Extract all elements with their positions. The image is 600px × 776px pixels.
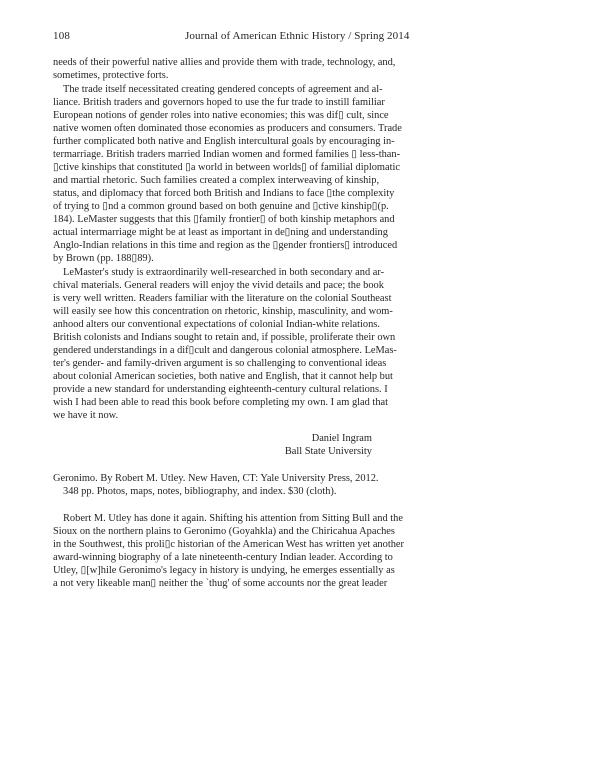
text-line: by Brown (pp. 188▯89). (53, 253, 154, 264)
text-line: Utley, ▯[w]hile Geronimo's legacy in history is undying, he emerges essentially as (53, 565, 395, 576)
text-line: 184). LeMaster suggests that this ▯family frontier▯ of both kinship metaphors and (53, 214, 395, 225)
text-line: needs of their powerful native allies and provide them with trade, technology, and, (53, 57, 396, 68)
text-line: about colonial American societies, both native and English, that it cannot help but (53, 371, 393, 382)
text-line: anhood alters our conventional expectations of colonial Indian-white relations. (53, 319, 380, 330)
text-line: actual intermarriage might be at least as important in de▯ning and understanding (53, 227, 388, 238)
text-line: Sioux on the northern plains to Geronimo (Goyahkla) and the Chiricahua Apaches (53, 526, 395, 537)
text-line: in the Southwest, this proli▯c historian of the American West has written yet another (53, 539, 404, 550)
book-citation: Geronimo. By Robert M. Utley. New Haven, CT: Yale University Press, 2012. (53, 473, 379, 484)
text-line: provide a new standard for understanding eighteenth-century cultural relations. I (53, 384, 388, 395)
text-line: is very well written. Readers familiar with the literature on the colonial Southeast (53, 293, 392, 304)
text-line: Anglo-Indian relations in this time and region as the ▯gender frontiers▯ introduced (53, 240, 398, 251)
text-line: chival materials. General readers will enjoy the vivid details and pace; the book (53, 280, 384, 291)
text-line: The trade itself necessitated creating gendered concepts of agreement and al- (63, 84, 383, 95)
text-line: native women often dominated those economies as producers and consumers. Trade (53, 123, 402, 134)
text-line: ▯ctive kinships that constituted ▯a world in between worlds▯ of familial diplomatic (53, 162, 400, 173)
text-line: wish I had been able to read this book before completing my own. I am glad that (53, 397, 389, 408)
reviewer-affiliation: Ball State University (284, 446, 372, 457)
text-line: award-winning biography of a late nineteenth-century Indian leader. According to (53, 552, 393, 563)
text-line: liance. British traders and governors hoped to use the fur trade to instill familiar (53, 97, 385, 108)
text-line: LeMaster's study is extraordinarily well-researched in both secondary and ar- (63, 267, 385, 278)
text-line: will easily see how this concentration on rhetoric, kinship, masculinity, and wom- (53, 306, 393, 317)
text-line: British colonists and Indians sought to retain and, if possible, proliferate their own (53, 332, 396, 343)
text-line: gendered understandings in a dif▯cult and dangerous colonial atmosphere. LeMas- (53, 345, 397, 356)
text-line: status, and diplomacy that forced both British and Indians to face ▯the complexity (53, 188, 395, 199)
text-line: sometimes, protective forts. (53, 70, 169, 81)
text-line: ter's gender- and family-driven argument is so challenging to conventional ideas (53, 358, 387, 369)
reviewer-name: Daniel Ingram (311, 433, 372, 444)
text-line: a not very likeable man▯ neither the `thug' of some accounts nor the great leader (53, 578, 388, 589)
text-line: Robert M. Utley has done it again. Shifting his attention from Sitting Bull and the (63, 513, 403, 524)
text-line: and martial rhetoric. Such families created a complex interweaving of kinship, (53, 175, 380, 186)
text-line: termarriage. British traders married Indian women and formed families ▯ less-than- (53, 149, 401, 160)
book-citation: 348 pp. Photos, maps, notes, bibliography, and index. $30 (cloth). (63, 486, 337, 497)
text-line: of trying to ▯nd a common ground based on both genuine and ▯ctive kinship▯(p. (53, 201, 389, 212)
text-line: further complicated both native and English intercultural goals by encouraging in- (53, 136, 395, 147)
text-line: European notions of gender roles into native economies; this was dif▯ cult, since (53, 110, 389, 121)
running-title: Journal of American Ethnic History / Spring 2014 (185, 30, 410, 42)
text-line: we have it now. (53, 410, 119, 421)
page-number: 108 (53, 30, 71, 42)
